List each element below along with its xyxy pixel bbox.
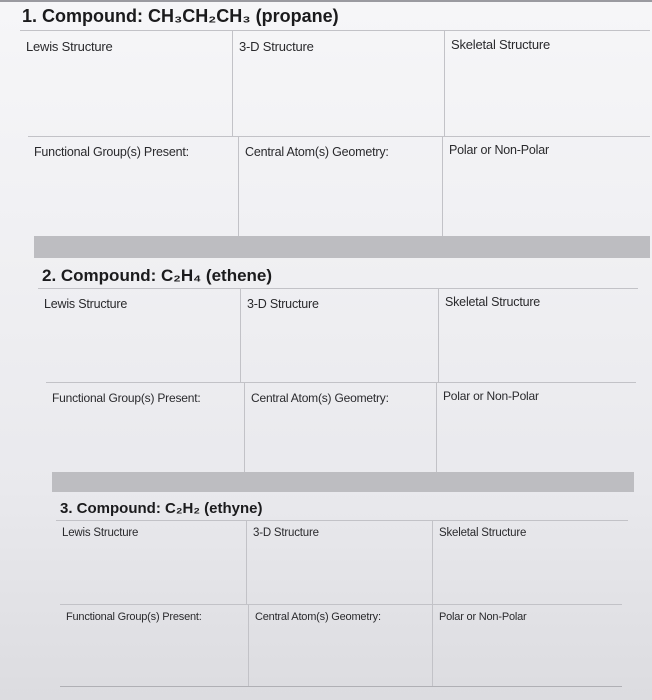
compound-1-geometry-label: Central Atom(s) Geometry: [245,145,389,159]
compound-2-skeletal-label: Skeletal Structure [445,295,541,309]
compound-3-lewis-cell [56,520,246,604]
compound-1-lewis-label: Lewis Structure [26,39,113,54]
compound-1-polarity-cell [442,136,650,236]
compound-3-functional-label: Functional Group(s) Present: [66,611,202,623]
compound-2-3d-cell [240,288,438,382]
compound-2-polarity-label: Polar or Non-Polar [443,389,539,403]
compound-1-functional-label: Functional Group(s) Present: [34,145,189,159]
compound-3-polarity-cell [432,604,622,686]
compound-3-geometry-label: Central Atom(s) Geometry: [255,611,381,623]
compound-2-3d-label: 3-D Structure [247,297,319,311]
compound-2-functional-label: Functional Group(s) Present: [52,391,201,405]
compound-2-geometry-cell [244,382,436,472]
compound-1-skeletal-label: Skeletal Structure [451,37,551,52]
compound-3-geometry-cell [248,604,432,686]
compound-1-3d-label: 3-D Structure [239,39,314,54]
section-divider-band-2 [52,472,634,492]
compound-2-functional-cell [46,382,244,472]
compound-3-skeletal-cell [432,520,628,604]
compound-3-3d-label: 3-D Structure [253,527,319,539]
compound-1-3d-cell [232,30,444,136]
compound-1-geometry-cell [238,136,442,236]
compound-1-skeletal-cell [444,30,650,136]
compound-3-skeletal-label: Skeletal Structure [439,527,527,539]
compound-2-polarity-cell [436,382,636,472]
compound-2-title: 2. Compound: C₂H₄ (ethene) [42,266,273,285]
compound-1-functional-cell [28,136,238,236]
compound-2-lewis-label: Lewis Structure [44,297,128,311]
compound-1-polarity-label: Polar or Non-Polar [449,143,549,157]
compound-2-skeletal-cell [438,288,638,382]
compound-3-3d-cell [246,520,432,604]
compound-2-geometry-label: Central Atom(s) Geometry: [251,391,389,405]
compound-1-lewis-cell [20,30,232,136]
compound-3-functional-cell [60,604,248,686]
compound-2-lewis-cell [38,288,240,382]
section-divider-band-1 [34,236,650,258]
compound-3-polarity-label: Polar or Non-Polar [439,611,527,623]
page-top-edge [0,0,652,2]
compound-1-title: 1. Compound: CH₃CH₂CH₃ (propane) [22,6,339,26]
compound-3-title: 3. Compound: C₂H₂ (ethyne) [60,500,263,517]
compound-3-lewis-label: Lewis Structure [62,527,139,539]
frame-line-bottom [60,686,622,687]
